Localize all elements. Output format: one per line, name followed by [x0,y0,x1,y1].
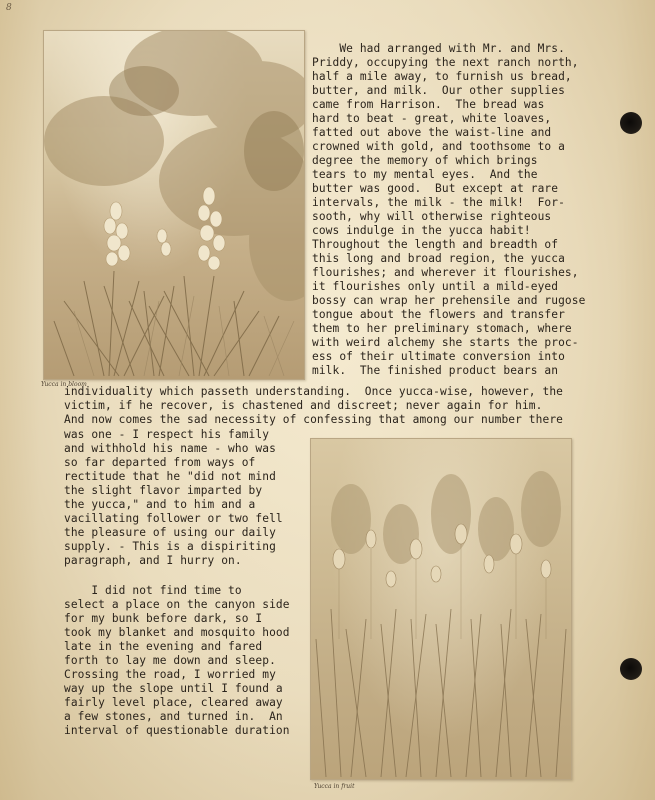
text-line: milk. The finished product bears an [312,364,559,377]
text-line: tears to my mental eyes. And the [312,168,538,181]
text-line: fatted out above the waist-line and [312,126,552,139]
text-line: it flourishes only until a mild-eyed [312,280,559,293]
text-line: with weird alchemy she starts the proc- [312,336,579,349]
yucca-bloom-illustration [44,31,304,379]
caption-yucca-bloom: Yucca in bloom [41,381,87,388]
text-line: butter was good. But except at rare [312,182,559,195]
text-line: fairly level place, cleared away [64,696,283,709]
punch-hole-bottom [620,658,642,680]
text-line: Priddy, occupying the next ranch north, [312,56,579,69]
text-line: butter, and milk. Our other supplies [312,84,565,97]
text-line: crowned with gold, and toothsome to a [312,140,565,153]
text-line: I did not find time to [64,584,242,597]
page-number: 8 [6,3,12,13]
text-line: came from Harrison. The bread was [312,98,545,111]
text-line: so far departed from ways of [64,456,256,469]
text-line: supply. - This is a dispiriting [64,540,276,553]
text-line: tongue about the flowers and transfer [312,308,565,321]
text-line: rectitude that he "did not mind [64,470,276,483]
text-line: sooth, why will otherwise righteous [312,210,552,223]
text-line: for my bunk before dark, so I [64,612,263,625]
text-line: hard to beat - great, white loaves, [312,112,552,125]
text-line: victim, if he recover, is chastened and discreet; never again for him. [64,399,543,412]
text-line: was one - I respect his family [64,428,270,441]
text-line: the slight flavor imparted by [64,484,263,497]
text-line: forth to lay me down and sleep. [64,654,276,667]
text-line: degree the memory of which brings [312,154,538,167]
text-line: half a mile away, to furnish us bread, [312,70,572,83]
text-line: And now comes the sad necessity of confessing that among our number there [64,413,563,426]
text-line: them to her preliminary stomach, where [312,322,572,335]
text-line: late in the evening and fared [64,640,263,653]
text-line: the pleasure of using our daily [64,526,276,539]
text-line: We had arranged with Mr. and Mrs. [312,42,565,55]
text-line: took my blanket and mosquito hood [64,626,290,639]
text-line: cows indulge in the yucca habit! [312,224,531,237]
text-line: a few stones, and turned in. An [64,710,283,723]
text-line: individuality which passeth understanding. Once yucca-wise, however, the [64,385,563,398]
text-line: bossy can wrap her prehensile and rugose [312,294,586,307]
text-line: ess of their ultimate conversion into [312,350,565,363]
text-line: the yucca," and to him and a [64,498,256,511]
text-line: and withhold his name - who was [64,442,276,455]
photo-yucca-bloom [43,30,305,380]
text-line: Crossing the road, I worried my [64,668,276,681]
text-line: vacillating follower or two fell [64,512,283,525]
text-line: flourishes; and wherever it flourishes, [312,266,579,279]
text-line: interval of questionable duration [64,724,290,737]
text-line: Throughout the length and breadth of [312,238,559,251]
text-line: this long and broad region, the yucca [312,252,565,265]
text-line: paragraph, and I hurry on. [64,554,242,567]
caption-yucca-fruit: Yucca in fruit [314,783,355,790]
text-line: way up the slope until I found a [64,682,283,695]
photo-yucca-fruit [310,438,572,780]
text-line: intervals, the milk - the milk! For- [312,196,565,209]
yucca-fruit-illustration [311,439,571,779]
text-line: select a place on the canyon side [64,598,290,611]
punch-hole-top [620,112,642,134]
